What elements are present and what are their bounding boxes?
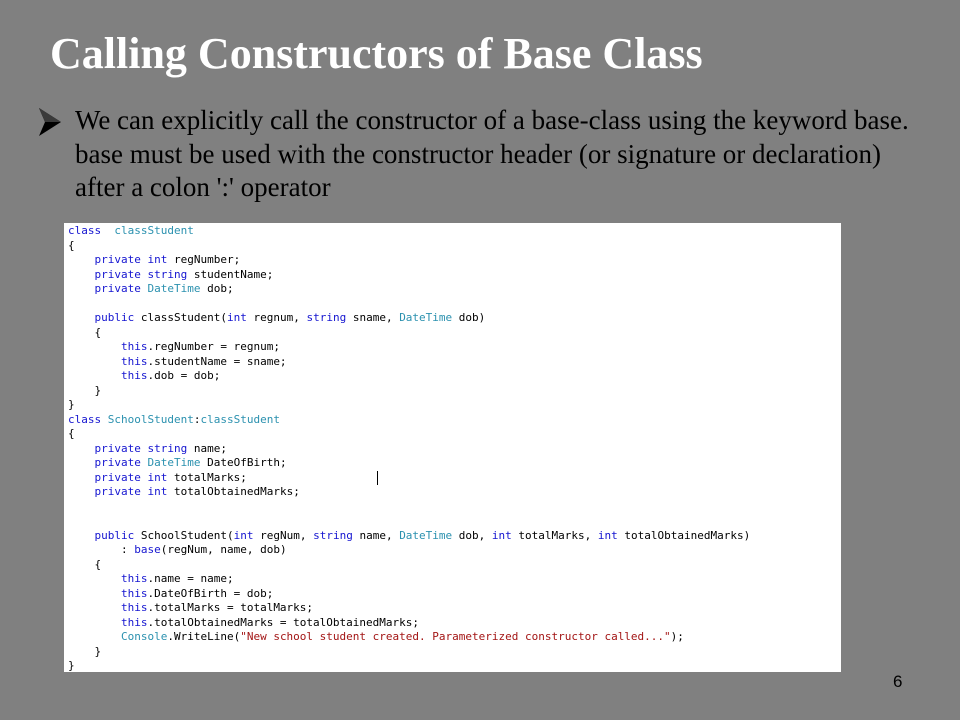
code-line [68, 268, 273, 283]
code-token: int [233, 528, 254, 542]
code-screenshot [64, 223, 841, 672]
code-line [68, 616, 419, 631]
right-arrowhead-bullet-icon [37, 105, 63, 139]
code-token [68, 601, 121, 614]
text-cursor [377, 471, 378, 485]
code-line [68, 442, 227, 457]
code-token: dob) [452, 311, 486, 324]
code-token: private [94, 267, 141, 281]
code-line [68, 485, 300, 500]
code-line [68, 282, 234, 297]
code-line [68, 471, 247, 486]
slide-title: Calling Constructors of Base Class [50, 29, 703, 78]
code-token: this [120, 601, 148, 614]
code-token: int [491, 528, 512, 542]
code-token: int [147, 485, 168, 498]
code-token: private [94, 470, 141, 484]
code-token: DateTime [399, 311, 453, 324]
code-token: totalObtainedMarks; [167, 485, 300, 498]
code-token: this [120, 354, 148, 368]
code-token: int [226, 311, 247, 324]
code-token: .totalMarks = totalMarks; [147, 601, 314, 614]
code-token: ); [670, 630, 684, 643]
code-line [68, 558, 101, 573]
code-line [68, 355, 287, 370]
code-line [68, 529, 750, 544]
code-token [68, 471, 95, 484]
code-token: this [120, 369, 148, 382]
code-token: classStudent( [134, 311, 227, 324]
code-token [101, 224, 114, 237]
page-number: 6 [893, 672, 903, 691]
code-token: this [120, 572, 148, 585]
code-token: string [147, 267, 188, 281]
code-token: this [120, 586, 148, 600]
code-token: private [94, 485, 141, 498]
code-token: base [134, 543, 161, 556]
code-token: string [313, 528, 353, 542]
code-token [68, 630, 121, 643]
code-token: class [68, 412, 102, 426]
code-token: { [68, 557, 102, 571]
code-token: { [68, 238, 75, 252]
code-token: dob; [200, 282, 234, 295]
code-token: : [193, 412, 201, 426]
code-line [68, 398, 75, 413]
code-line [68, 326, 101, 341]
code-line [68, 587, 273, 602]
code-line [68, 630, 684, 645]
code-token: classStudent [200, 412, 280, 426]
code-line [68, 253, 240, 268]
code-token: private [94, 282, 141, 295]
code-token: } [68, 659, 75, 672]
code-token: DateTime [147, 456, 201, 469]
code-line [68, 601, 313, 616]
code-token [68, 485, 95, 498]
code-token: class [68, 224, 102, 237]
code-token: .WriteLine( [167, 630, 241, 643]
code-line [68, 369, 220, 384]
code-line [68, 413, 280, 428]
code-token: int [597, 528, 618, 542]
code-line [68, 645, 101, 660]
code-line [68, 340, 280, 355]
code-token: { [68, 427, 75, 440]
code-token: SchoolStudent( [134, 528, 234, 542]
code-token: .studentName = sname; [147, 354, 287, 368]
code-token: } [68, 383, 102, 397]
code-token: private [94, 456, 141, 469]
code-line [68, 384, 101, 399]
code-line [68, 572, 234, 587]
code-token: private [94, 441, 141, 455]
code-token [68, 616, 121, 629]
code-line [68, 659, 75, 672]
bullet-text: We can explicitly call the constructor of a base-class using the keyword base. base must be used with the constructor header (or signature or declaration) after a colon ':' operator [75, 105, 909, 202]
code-token: totalMarks; [167, 470, 247, 484]
code-line [68, 224, 194, 239]
code-token: name, [352, 528, 400, 542]
code-token [68, 572, 121, 585]
code-token: .name = name; [147, 572, 234, 585]
code-token: sname, [346, 311, 400, 324]
code-token: "New school student created. Parameterized constructor called..." [240, 630, 671, 643]
code-token [68, 442, 95, 455]
code-token: regNumber; [167, 253, 241, 266]
code-token [68, 282, 95, 295]
code-token: this [120, 340, 148, 353]
code-token [68, 587, 121, 600]
code-line [68, 456, 287, 471]
code-token: .DateOfBirth = dob; [147, 586, 274, 600]
code-token: public [94, 528, 135, 542]
code-token [68, 529, 95, 542]
code-token [68, 268, 95, 281]
code-token [68, 456, 95, 469]
code-token: string [306, 311, 347, 324]
code-line [68, 311, 485, 326]
code-token [68, 253, 95, 266]
code-token: } [68, 644, 102, 658]
code-line [68, 543, 287, 558]
code-token: DateTime [399, 528, 453, 542]
code-token: .dob = dob; [147, 369, 221, 382]
code-token [68, 355, 121, 368]
code-token: totalMarks, [511, 528, 598, 542]
code-token [68, 340, 121, 353]
code-token: .regNumber = regnum; [147, 340, 280, 353]
code-token: int [147, 253, 168, 266]
code-token: { [68, 325, 102, 339]
code-token: public [94, 311, 135, 324]
code-token: (regNum, name, dob) [160, 543, 287, 556]
code-token: DateTime [147, 282, 201, 295]
code-token: this [120, 615, 148, 629]
code-token [101, 413, 108, 426]
code-token: regnum, [246, 311, 307, 324]
code-token [68, 311, 95, 324]
code-token: Console [120, 630, 168, 643]
code-token: } [68, 398, 75, 411]
code-token: DateOfBirth; [200, 456, 287, 469]
code-token: private [94, 253, 141, 266]
code-token: classStudent [114, 224, 194, 237]
code-token [68, 369, 121, 382]
code-line [68, 239, 75, 254]
code-token: .totalObtainedMarks = totalObtainedMarks; [147, 615, 420, 629]
code-token: name; [187, 441, 227, 455]
code-token: : [68, 543, 135, 556]
code-token: regNum, [253, 528, 314, 542]
code-token: studentName; [187, 267, 274, 281]
code-token: int [147, 470, 168, 484]
code-token: dob, [452, 528, 492, 542]
code-token: totalObtainedMarks) [617, 528, 751, 542]
code-token: string [147, 441, 188, 455]
code-line [68, 427, 75, 442]
code-token: SchoolStudent [107, 412, 194, 426]
